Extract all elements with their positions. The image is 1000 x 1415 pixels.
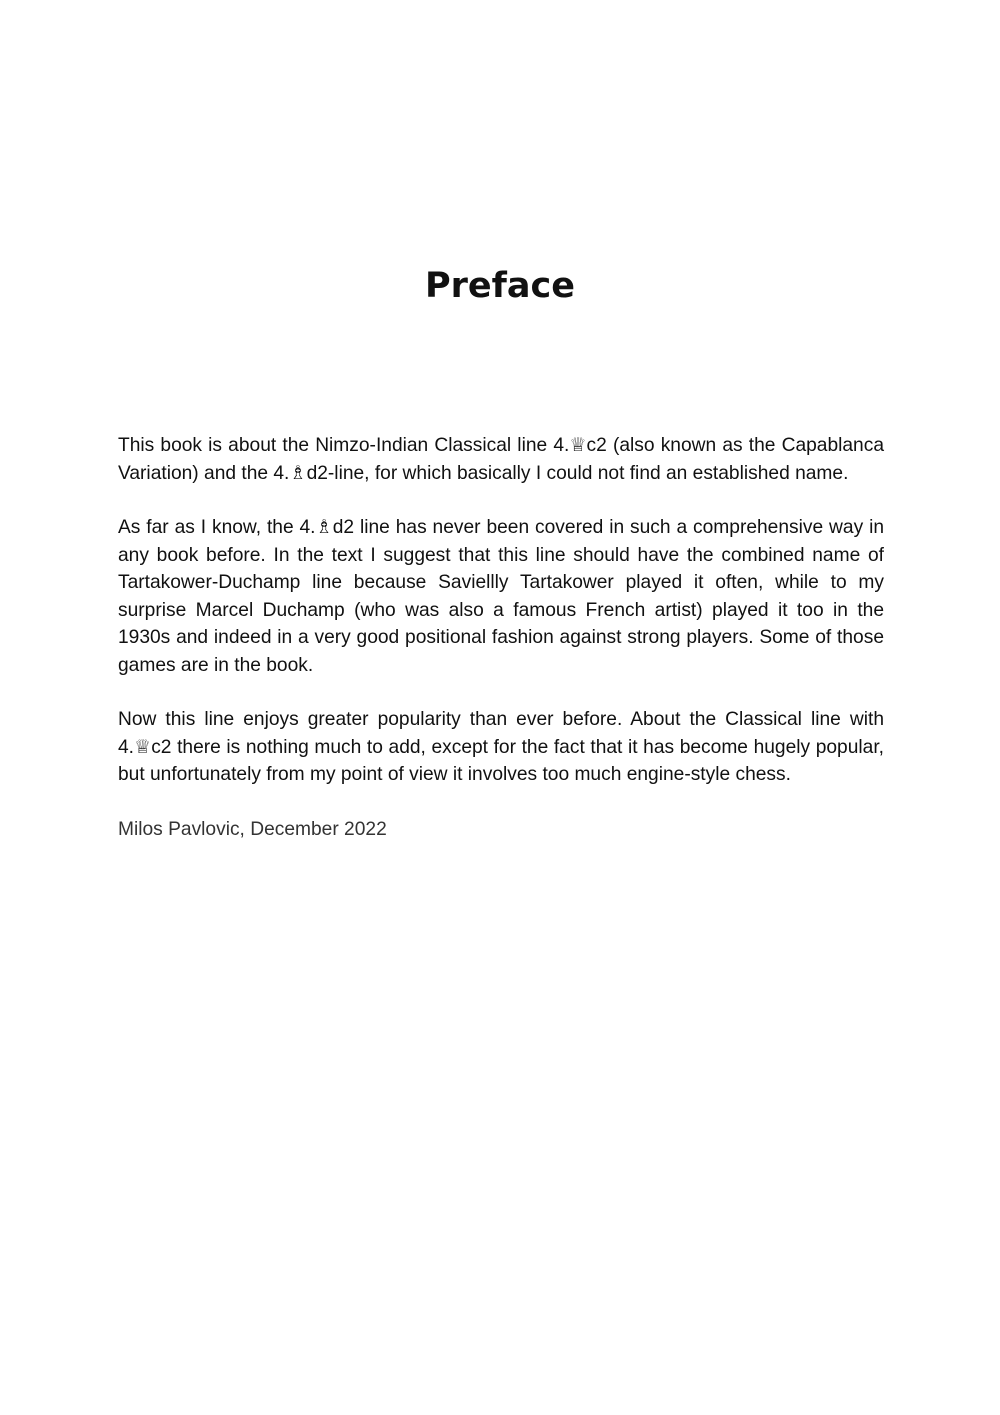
paragraph-2: As far as I know, the 4.♗d2 line has never been covered in such a comprehensive way in any book before. In the text I suggest that this line should have the combined name of Tartakower-Duchamp line because Saviellly Tartakower played it often, while to my surprise Marcel Duchamp (who was also a famous French artist) played it too in the 1930s and indeed in a very good positional fashion against strong players. Some of those games are in the book. [118,517,884,676]
author-signature: Milos Pavlovic, December 2022 [118,818,387,840]
paragraph-1: This book is about the Nimzo-Indian Classical line 4.♕c2 (also known as the Capablanca Variation) and the 4.♗d2-line, for which basically I could not find an established name. [118,435,884,484]
paragraph-3: Now this line enjoys greater popularity than ever before. About the Classical line with 4.♕c2 there is nothing much to add, except for the fact that it has become hugely popular, but unfortunately from my point of view it involves too much engine-style chess. [118,709,884,785]
page-title: Preface [425,266,575,306]
preface-body [118,432,884,843]
